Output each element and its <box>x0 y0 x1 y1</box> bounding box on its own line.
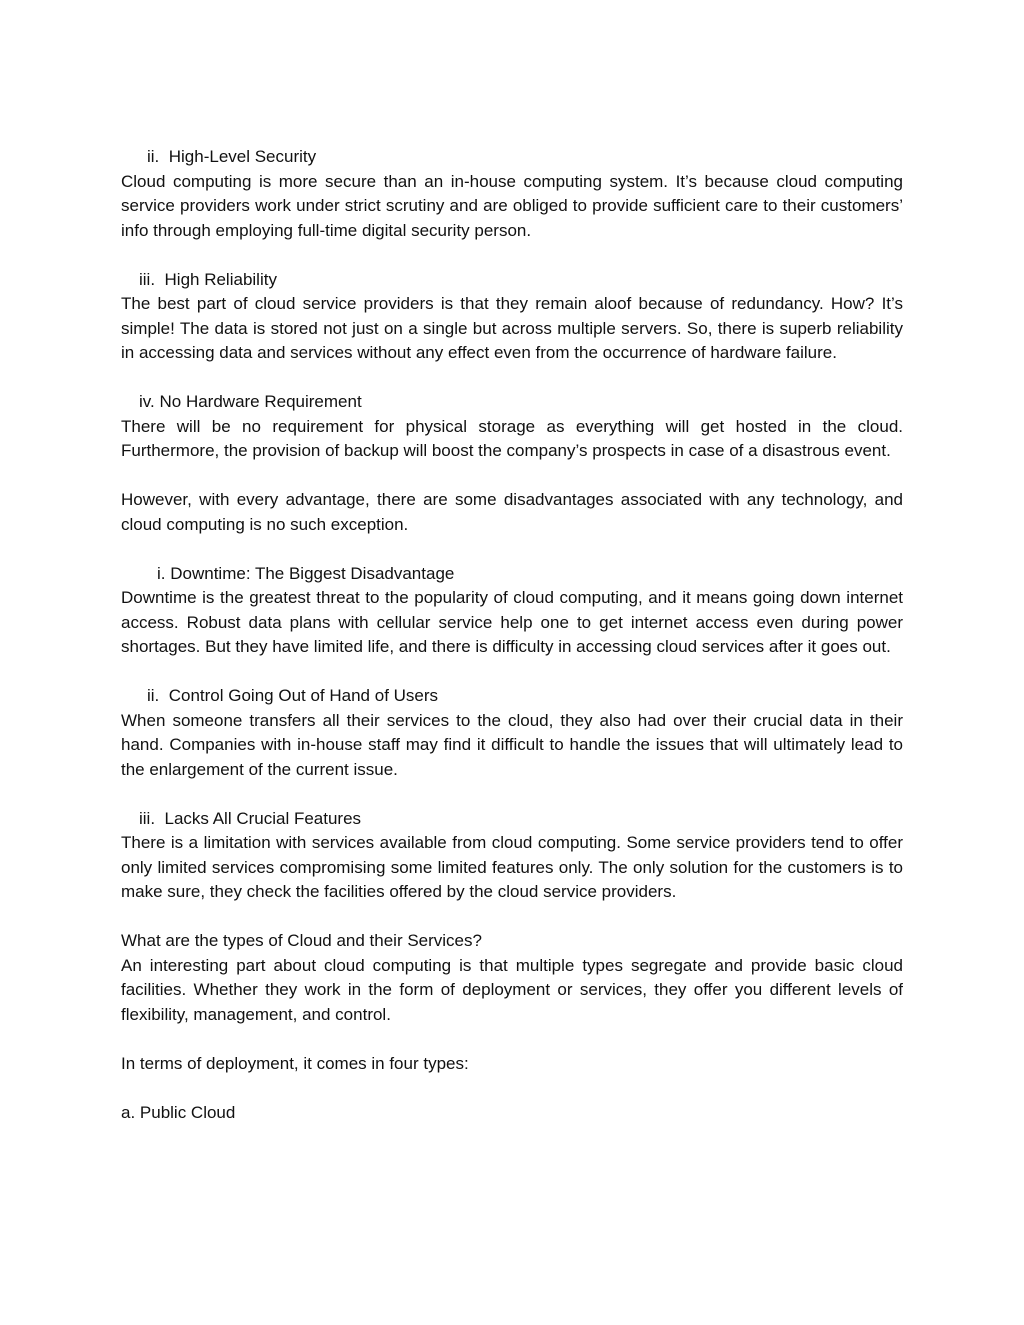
section-title: Lacks All Crucial Features <box>164 808 362 828</box>
section-title: No Hardware Requirement <box>159 392 362 411</box>
transition-paragraph: However, with every advantage, there are some disadvantages associated with any technology, and cloud computing is no such exception. <box>121 490 903 534</box>
section-number: iii. <box>139 269 156 289</box>
section-heading-security <box>121 145 903 170</box>
disadvantage-heading-features <box>121 807 903 832</box>
section-title: High-Level Security <box>168 147 317 166</box>
section-number: ii. <box>147 147 160 166</box>
section-number: i. <box>157 563 166 583</box>
disadvantage-body-downtime: Downtime is the greatest threat to the popularity of cloud computing, and it means going down internet access. Robust data plans with cellular service help one to get internet access even during power shortages. But they have limited life, and there is difficulty in accessing cloud services after it goes out. <box>121 588 903 656</box>
types-heading: What are the types of Cloud and their Services? <box>121 931 482 950</box>
section-number: iv. <box>139 392 155 411</box>
types-body: An interesting part about cloud computing is that multiple types segregate and provide basic cloud facilities. Whether they work in the form of deployment or services, they offer you different levels of flexibility, management, and control. <box>121 955 903 1024</box>
section-body-reliability: The best part of cloud service providers is that they remain aloof because of redundancy. How? It’s simple! The data is stored not just on a single but across multiple servers. So, there is superb reliability in accessing data and services without any effect even from the occurrence of hardware failure. <box>121 294 903 362</box>
disadvantage-body-features: There is a limitation with services available from cloud computing. Some service providers tend to offer only limited services compromising some limited features only. The only solution for the customers is to make sure, they check the facilities offered by the cloud service providers. <box>121 833 903 901</box>
section-heading-reliability <box>121 268 903 293</box>
section-body-security: Cloud computing is more secure than an in-house computing system. It’s because cloud computing service providers work under strict scrutiny and are obliged to provide sufficient care to their customers’ info through employing full-time digital security person. <box>121 171 903 240</box>
section-body-hardware: There will be no requirement for physical storage as everything will get hosted in the cloud. Furthermore, the provision of backup will boost the company’s prospects in case of a disastrous event. <box>121 416 903 460</box>
section-number: ii. <box>147 686 160 705</box>
disadvantage-heading-downtime <box>121 562 903 587</box>
deployment-intro: In terms of deployment, it comes in four types: <box>121 1053 469 1073</box>
public-cloud-item: a. Public Cloud <box>121 1102 236 1122</box>
section-heading-hardware <box>121 390 903 415</box>
section-number: iii. <box>139 808 156 828</box>
section-title: High Reliability <box>164 269 277 289</box>
disadvantage-body-control: When someone transfers all their services to the cloud, they also had over their crucial data in their hand. Companies with in-house staff may find it difficult to handle the issues that will ultimately lead to the enlargement of the current issue. <box>121 710 903 779</box>
section-title: Downtime: The Biggest Disadvantage <box>170 563 455 583</box>
section-title: Control Going Out of Hand of Users <box>168 686 439 705</box>
document-page <box>121 145 903 1125</box>
disadvantage-heading-control <box>121 684 903 709</box>
